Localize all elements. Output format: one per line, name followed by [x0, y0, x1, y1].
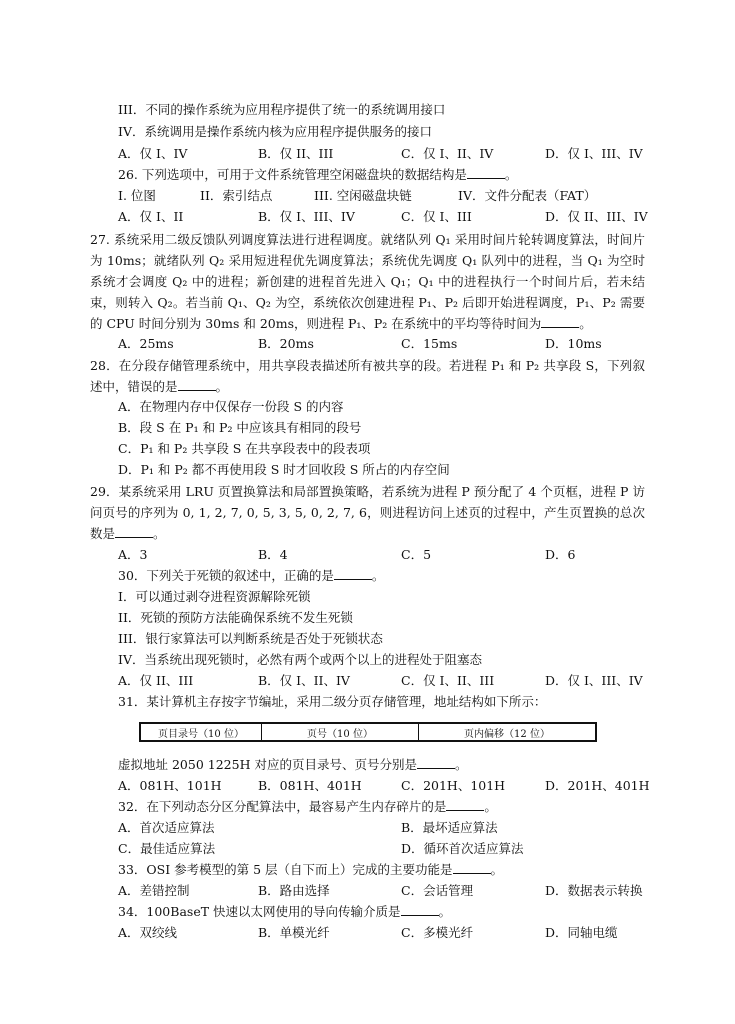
q32-options-row1: [118, 818, 648, 838]
q30-stem: 30．下列关于死锁的叙述中，正确的是 。: [118, 568, 385, 583]
option-d: D．仅 I、III、IV: [545, 673, 643, 688]
answer-blank: [401, 903, 439, 916]
statement-iv: IV．系统调用是操作系统内核为应用程序提供服务的接口: [118, 124, 432, 139]
answer-blank: [115, 525, 153, 538]
option-a: A．仅 I、IV: [118, 146, 188, 161]
statement-iv: IV．当系统出现死锁时，必然有两个或两个以上的进程处于阻塞态: [118, 652, 482, 667]
option-d: D．仅 II、III、IV: [545, 209, 648, 224]
q31-options: [118, 776, 648, 796]
option-b: B．081H、401H: [258, 778, 362, 793]
q32-options-row2: [118, 839, 648, 859]
option-b: B．段 S 在 P₁ 和 P₂ 中应该具有相同的段号: [118, 420, 362, 435]
option-c: C．15ms: [401, 336, 458, 351]
option-d: D．10ms: [545, 336, 602, 351]
q28-text: 28．在分段存储管理系统中，用共享段表描述所有被共享的段。若进程 P₁ 和 P₂ 共享段 S，下列叙述中，错误的是 。: [90, 358, 645, 394]
page-directory-cell: 页目录号（10 位）: [141, 724, 262, 740]
option-b: B．仅 I、III、IV: [258, 209, 355, 224]
statement: IV．文件分配表（FAT）: [458, 188, 597, 203]
option-d: D．201H、401H: [545, 778, 650, 793]
answer-blank: [334, 567, 372, 580]
option-d: D．仅 I、III、IV: [545, 146, 643, 161]
q27-options: [118, 334, 648, 354]
q29-options: [118, 545, 648, 565]
answer-blank: [178, 378, 216, 391]
answer-blank: [446, 798, 484, 811]
statement: III. 空闲磁盘块链: [314, 188, 412, 203]
option-a: A．25ms: [118, 336, 174, 351]
option-d: D．循环首次适应算法: [401, 841, 524, 856]
answer-blank: [453, 861, 491, 874]
option-b: B．仅 II、III: [258, 146, 334, 161]
option-a: A．081H、101H: [118, 778, 222, 793]
option-d: D．6: [545, 547, 576, 562]
q26-options: [118, 207, 648, 227]
option-a: A．首次适应算法: [118, 820, 215, 835]
option-b: B．20ms: [258, 336, 314, 351]
option-a: A．差错控制: [118, 883, 190, 898]
q31-question: 虚拟地址 2050 1225H 对应的页目录号、页号分别是 。: [118, 757, 468, 772]
option-d: D．同轴电缆: [545, 925, 618, 940]
option-c: C．仅 I、II、IV: [401, 146, 494, 161]
q30-options: [118, 671, 648, 691]
statement: II．索引结点: [200, 188, 273, 203]
option-b: B．4: [258, 547, 288, 562]
option-c: C．P₁ 和 P₂ 共享段 S 在共享段表中的段表项: [118, 441, 371, 456]
statement-iii: III．不同的操作系统为应用程序提供了统一的系统调用接口: [118, 102, 446, 117]
option-c: C．5: [401, 547, 432, 562]
page-offset-cell: 页内偏移（12 位）: [464, 728, 550, 740]
page-number-cell: 页号（10 位）: [262, 724, 419, 740]
q27-text: 27. 系统采用二级反馈队列调度算法进行进程调度。就绪队列 Q₁ 采用时间片轮转调度算法，时间片为 10ms；就绪队列 Q₂ 采用短进程优先调度算法；系统优先调度 Q₁ 队列中的进程，当 Q₁ 为空时系统才会调度 Q₂ 中的进程；新创建的进程首先进入 Q₁；Q₁ 中的进程执行一个时间片后，若未结束，则转入 Q₂。若当前 Q₁、Q₂ 为空，系统依次创建进程 P₁、P₂ 后即开始进程调度，P₁、P₂ 需要的 CPU 时间分别为 30ms 和 20ms，则进程 P₁、P₂ 在系统中的平均等待时间为 。: [90, 232, 645, 331]
option-a: A．双绞线: [118, 925, 178, 940]
option-a: A．在物理内存中仅保存一份段 S 的内容: [118, 399, 344, 414]
option-d: D．数据表示转换: [545, 883, 643, 898]
option-b: B．最坏适应算法: [401, 820, 498, 835]
option-c: C．201H、101H: [401, 778, 506, 793]
option-c: C．仅 I、II、III: [401, 673, 495, 688]
q33-stem: 33．OSI 参考模型的第 5 层（自下而上）完成的主要功能是 。: [118, 862, 504, 877]
q34-options: [118, 923, 648, 943]
q26-statements: [118, 186, 648, 206]
answer-blank: [417, 756, 455, 769]
address-structure-table: [139, 722, 597, 742]
statement-iii: III．银行家算法可以判断系统是否处于死锁状态: [118, 631, 383, 646]
q31-stem: 31．某计算机主存按字节编址，采用二级分页存储管理，地址结构如下所示：: [118, 694, 547, 709]
q25-options: [118, 144, 648, 164]
answer-blank: [541, 315, 579, 328]
q32-stem: 32．在下列动态分区分配算法中，最容易产生内存碎片的是 。: [118, 799, 497, 814]
option-d: D．P₁ 和 P₂ 都不再使用段 S 时才回收段 S 所占的内存空间: [118, 462, 450, 477]
q33-options: [118, 881, 648, 901]
q34-stem: 34．100BaseT 快速以太网使用的导向传输介质是 。: [118, 904, 452, 919]
option-b: B．仅 I、II、IV: [258, 673, 350, 688]
option-a: A．仅 II、III: [118, 673, 194, 688]
option-a: A．仅 I、II: [118, 209, 184, 224]
statement-i: I．可以通过剥夺进程资源解除死锁: [118, 589, 311, 604]
q26-stem: 26. 下列选项中，可用于文件系统管理空闲磁盘块的数据结构是 。: [118, 167, 518, 182]
option-b: B．单模光纤: [258, 925, 330, 940]
option-c: C．最佳适应算法: [118, 841, 216, 856]
option-c: C．会话管理: [401, 883, 474, 898]
option-a: A．3: [118, 547, 148, 562]
option-c: C．多模光纤: [401, 925, 474, 940]
answer-blank: [467, 166, 505, 179]
statement: I. 位图: [118, 188, 156, 203]
q29-text: 29．某系统采用 LRU 页置换算法和局部置换策略，若系统为进程 P 预分配了 4 个页框，进程 P 访问页号的序列为 0, 1, 2, 7, 0, 5, 3, 5, 0, 2, 7, 6，则进程访问上述页的过程中，产生页置换的总次数是 。: [90, 484, 645, 541]
statement-ii: II．死锁的预防方法能确保系统不发生死锁: [118, 610, 353, 625]
option-c: C．仅 I、III: [401, 209, 472, 224]
option-b: B．路由选择: [258, 883, 330, 898]
